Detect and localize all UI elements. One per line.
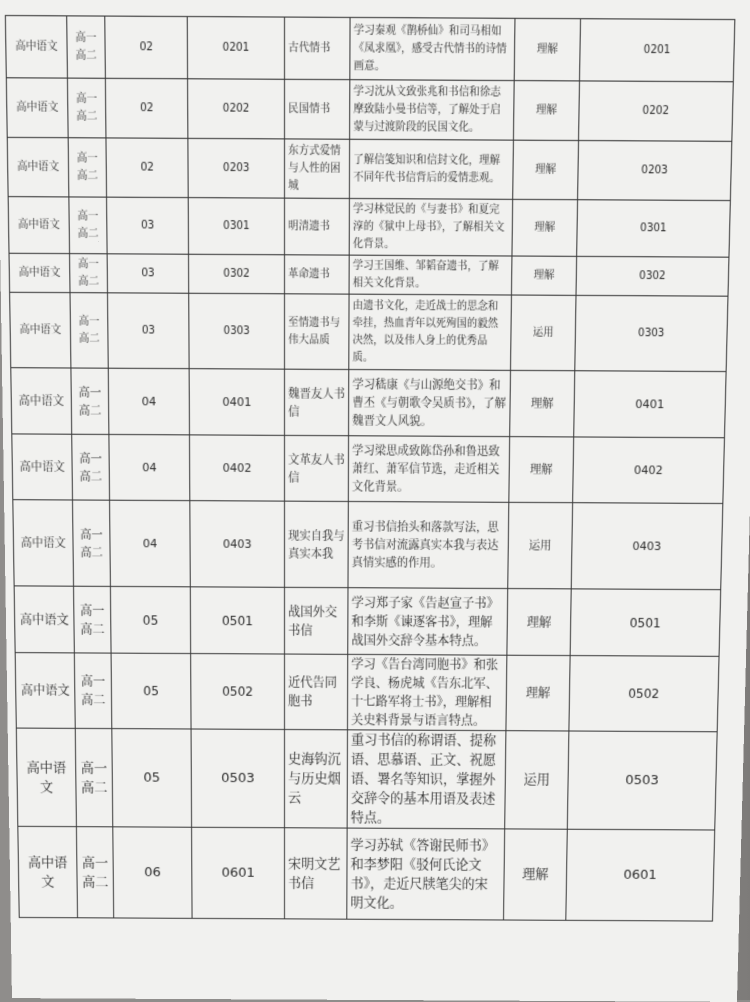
subject-cell: 高中语文 (5, 16, 67, 79)
number-cell: 0403 (571, 503, 723, 590)
grade-label: 高一 (76, 92, 98, 105)
grade-label: 高一 (79, 602, 105, 618)
table-row (12, 434, 725, 504)
lesson-code-cell: 0403 (190, 501, 285, 588)
lesson-name-cell: 东方式爱情与人性的困城 (285, 139, 350, 199)
table-row (7, 137, 732, 200)
requirement-cell: 理解 (513, 81, 579, 141)
lesson-code-cell: 0601 (192, 827, 285, 919)
number-cell: 0503 (567, 731, 717, 830)
description-cell: 学习苏轼《答谢民师书》和李梦阳《驳何氏论文书》，走近尺牍笔尖的宋明文化。 (347, 828, 505, 920)
subject-cell: 高中语文 (12, 434, 73, 500)
unit-cell: 02 (105, 78, 188, 138)
lesson-name-cell: 宋明文艺书信 (284, 828, 347, 919)
lesson-code-cell: 0202 (188, 79, 285, 139)
description-cell: 由遗书文化，走近战士的思念和牵挂，热血青年以死殉国的毅然决然，以及伟人身上的优秀品质。 (349, 294, 512, 370)
subject-cell: 高中语文 (15, 653, 75, 729)
grade-label: 高一 (77, 257, 99, 271)
description-cell: 学习梁思成致陈岱孙和鲁迅致萧红、萧军信节选，走近相关文化背景。 (348, 436, 509, 503)
grade-label: 高一 (78, 385, 102, 400)
unit-cell: 02 (106, 138, 188, 198)
subject-cell: 高中语文 (9, 253, 70, 292)
number-cell: 0201 (580, 19, 735, 82)
grade-label: 高二 (78, 332, 100, 345)
description-cell: 学习郑子家《告赵宣子书》和李斯《谏逐客书》，理解战国外交辞令基本特点。 (348, 588, 508, 656)
table-row (16, 728, 717, 830)
table-row (15, 653, 719, 732)
grade-label: 高二 (78, 275, 100, 288)
grade-cell (75, 728, 113, 826)
requirement-cell: 理解 (514, 18, 580, 81)
grade-cell (76, 827, 113, 918)
table-row (8, 197, 730, 258)
grade-label: 高二 (76, 110, 98, 123)
requirement-cell: 理解 (507, 589, 571, 656)
description-cell: 学习《告台湾同胞书》和张学良、杨虎城《告东北军、十七路军将士书》，理解相关史料背景与语言特点。 (347, 654, 506, 730)
description-cell: 学习秦观《鹊桥仙》和司马相如《凤求凰》，感受古代情书的诗情画意。 (350, 17, 515, 80)
table-row (14, 586, 721, 656)
grade-label: 高一 (77, 210, 99, 223)
number-cell: 0501 (570, 589, 721, 656)
number-cell: 0301 (577, 200, 731, 257)
subject-cell: 高中语文 (13, 500, 74, 587)
number-cell: 0202 (579, 81, 734, 141)
requirement-cell: 理解 (513, 140, 579, 200)
grade-cell (74, 653, 111, 729)
requirement-cell: 运用 (505, 731, 569, 830)
lesson-code-cell: 0203 (188, 138, 285, 198)
table-body (5, 16, 734, 922)
table-row (9, 253, 729, 296)
grade-cell (67, 16, 106, 78)
description-cell: 学习沈从文致张兆和书信和徐志摩致陆小曼书信等，了解处于启蒙与过渡阶段的民国文化。 (350, 80, 515, 141)
number-cell: 0203 (578, 141, 732, 201)
unit-cell: 03 (107, 254, 189, 293)
requirement-cell: 理解 (506, 655, 570, 731)
requirement-cell: 理解 (504, 829, 568, 920)
lesson-name-cell: 战国外交书信 (285, 587, 348, 654)
lesson-code-cell: 0402 (189, 435, 284, 501)
table-row (10, 292, 728, 371)
lesson-code-cell: 0501 (190, 587, 284, 654)
subject-cell: 高中语文 (10, 292, 71, 368)
description-cell: 学习林觉民的《与妻书》和夏完淳的《狱中上母书》，了解相关文化背景。 (349, 198, 512, 256)
subject-cell: 高中语文 (7, 137, 69, 197)
grade-label: 高一 (75, 31, 97, 44)
grade-cell (74, 586, 112, 653)
number-cell: 0601 (566, 829, 715, 921)
subject-cell: 高中语文 (11, 368, 72, 435)
grade-cell (70, 254, 108, 293)
table-row (18, 826, 715, 921)
grade-cell (71, 368, 109, 434)
lesson-name-cell: 近代告同胞书 (284, 654, 347, 730)
subject-cell: 高中语文 (16, 728, 76, 827)
lesson-name-cell: 明清遗书 (285, 198, 350, 255)
grade-label: 高二 (82, 874, 109, 890)
description-cell: 了解信笺知识和信封文化，理解不同年代书信背后的爱情悲观。 (349, 139, 513, 199)
requirement-cell: 理解 (509, 437, 574, 503)
grade-cell (68, 138, 106, 197)
lesson-name-cell: 民国情书 (285, 79, 350, 139)
unit-cell: 03 (107, 197, 189, 254)
grade-label: 高一 (80, 674, 106, 689)
lesson-name-cell: 魏晋友人书信 (285, 369, 349, 436)
grade-label: 高二 (80, 692, 106, 708)
number-cell: 0402 (573, 437, 725, 504)
grade-label: 高一 (76, 152, 98, 165)
grade-cell (70, 293, 108, 369)
grade-label: 高二 (75, 49, 97, 62)
lesson-code-cell: 0201 (187, 17, 284, 80)
grade-label: 高一 (81, 855, 109, 871)
requirement-cell: 理解 (510, 370, 575, 437)
table-row (5, 16, 734, 82)
description-cell: 学习王国维、邹韬奋遗书，了解相关文化背景。 (349, 255, 512, 295)
lesson-name-cell: 史海钩沉与历史烟云 (284, 729, 347, 828)
number-cell: 0401 (574, 371, 726, 438)
requirement-cell: 理解 (512, 199, 578, 256)
grade-label: 高一 (80, 527, 103, 542)
description-cell: 重习书信抬头和落款写法，思考书信对流露真实本我与表达真情实感的作用。 (348, 501, 509, 588)
grade-label: 高二 (76, 169, 99, 182)
description-cell: 重习书信的称谓语、提称语、思慕语、正文、祝愿语、署名等知识，掌握外交辞令的基本用语及表述特点。 (347, 730, 506, 829)
grade-label: 高二 (80, 621, 105, 637)
unit-cell: 03 (107, 293, 189, 369)
lesson-name-cell: 现实自我与真实本我 (285, 501, 349, 588)
grade-label: 高二 (79, 469, 103, 484)
grade-label: 高二 (80, 779, 108, 796)
unit-cell: 05 (110, 586, 190, 653)
grade-label: 高二 (80, 545, 103, 560)
lesson-code-cell: 0302 (189, 254, 285, 294)
number-cell: 0303 (575, 295, 728, 371)
lesson-name-cell: 古代情书 (285, 17, 351, 80)
lesson-name-cell: 革命遗书 (285, 255, 350, 294)
subject-cell: 高中语文 (14, 586, 74, 653)
grade-label: 高一 (80, 760, 108, 776)
grade-cell (67, 78, 106, 138)
grade-label: 高一 (79, 451, 102, 466)
unit-cell: 04 (109, 434, 190, 500)
description-cell: 学习嵇康《与山源绝交书》和曹丕《与朝歌令吴质书》，了解魏晋文人风貌。 (349, 370, 511, 437)
lesson-code-cell: 0301 (188, 198, 284, 255)
table-row (6, 78, 733, 142)
subject-cell: 高中语文 (18, 826, 78, 917)
table-row (11, 368, 726, 438)
requirement-cell: 理解 (511, 256, 576, 295)
grade-cell (72, 500, 110, 586)
course-table (5, 15, 736, 922)
grade-cell (69, 197, 107, 254)
unit-cell: 04 (108, 368, 189, 435)
grade-label: 高二 (77, 227, 99, 240)
unit-cell: 02 (105, 16, 188, 79)
unit-cell: 05 (111, 653, 191, 729)
number-cell: 0502 (569, 656, 719, 732)
grade-cell (72, 434, 110, 500)
unit-cell: 04 (110, 500, 191, 587)
unit-cell: 05 (112, 729, 192, 828)
subject-cell: 高中语文 (6, 78, 68, 138)
lesson-code-cell: 0503 (191, 729, 284, 828)
lesson-code-cell: 0401 (189, 369, 284, 436)
lesson-name-cell: 文革友人书信 (285, 435, 349, 501)
unit-cell: 06 (113, 827, 192, 919)
table-row (13, 500, 723, 590)
requirement-cell: 运用 (511, 295, 576, 371)
grade-label: 高一 (78, 315, 100, 328)
number-cell: 0302 (576, 256, 729, 296)
grade-label: 高二 (78, 403, 102, 418)
lesson-code-cell: 0303 (189, 293, 285, 369)
lesson-code-cell: 0502 (191, 654, 285, 730)
subject-cell: 高中语文 (8, 197, 69, 254)
requirement-cell: 运用 (508, 502, 573, 589)
lesson-name-cell: 至情遗书与伟大品质 (285, 294, 350, 370)
